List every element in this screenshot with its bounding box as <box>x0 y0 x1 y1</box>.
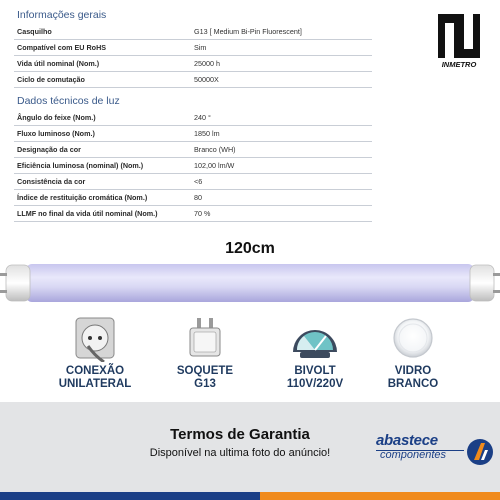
inmetro-logo <box>432 14 486 72</box>
warranty-title: Termos de Garantia <box>170 426 310 443</box>
spec-value: 25000 h <box>194 59 220 68</box>
led-tube-image <box>0 256 500 318</box>
voltage-gauge-icon <box>290 316 340 362</box>
brand-mark-icon <box>466 438 494 466</box>
spec-value: G13 [ Medium Bi-Pin Fluorescent] <box>194 27 302 36</box>
brand-subtitle: componentes <box>380 449 447 461</box>
spec-row <box>14 126 372 142</box>
brand-name: abastece <box>376 432 438 449</box>
feature-glass <box>358 316 468 400</box>
spec-label: Vida útil nominal (Nom.) <box>17 59 100 68</box>
tube-length-label: 120cm <box>225 240 275 257</box>
feature-icons <box>0 316 500 400</box>
spec-label: Compatível com EU RoHS <box>17 43 107 52</box>
spec-label: Índice de restituição cromática (Nom.) <box>17 193 148 202</box>
spec-row <box>14 56 372 72</box>
spec-label: Fluxo luminoso (Nom.) <box>17 129 95 138</box>
spec-row <box>14 190 372 206</box>
spec-row <box>14 206 372 222</box>
spec-value: <6 <box>194 177 203 186</box>
spec-label: Casquilho <box>17 27 52 36</box>
g13-pin-icon <box>180 316 230 362</box>
feature-label: BIVOLT 110V/220V <box>286 365 344 390</box>
inmetro-mark-icon <box>438 14 480 58</box>
feature-label: VIDRO BRANCO <box>387 365 439 390</box>
light-data-title: Dados técnicos de luz <box>17 95 120 107</box>
feature-socket <box>150 316 260 400</box>
spec-value: 80 <box>194 193 202 202</box>
spec-row <box>14 142 372 158</box>
spec-label: Ângulo do feixe (Nom.) <box>17 113 96 122</box>
spec-value: 70 % <box>194 209 211 218</box>
spec-value: 50000X <box>194 75 219 84</box>
spec-value: Branco (WH) <box>194 145 236 154</box>
feature-label: CONEXÃO UNILATERAL <box>58 365 132 390</box>
brand-logo <box>376 432 494 472</box>
spec-row <box>14 174 372 190</box>
spec-row <box>14 40 372 56</box>
inmetro-label: INMETRO <box>441 60 477 69</box>
spec-label: Eficiência luminosa (nominal) (Nom.) <box>17 161 144 170</box>
spec-label: LLMF no final da vida útil nominal (Nom.) <box>17 209 158 218</box>
feature-label: SOQUETE G13 <box>176 365 234 390</box>
footer-stripe-orange <box>260 492 500 500</box>
feature-bivolt <box>260 316 370 400</box>
spec-value: 240 ° <box>194 113 211 122</box>
white-glass-icon <box>388 316 438 362</box>
spec-row <box>14 72 372 88</box>
spec-row <box>14 24 372 40</box>
spec-label: Consistência da cor <box>17 177 86 186</box>
feature-connection <box>40 316 150 400</box>
spec-value: 1850 lm <box>194 129 220 138</box>
warranty-footer <box>0 402 500 500</box>
spec-value: Sim <box>194 43 207 52</box>
spec-label: Designação da cor <box>17 145 81 154</box>
spec-value: 102,00 lm/W <box>194 161 235 170</box>
spec-label: Ciclo de comutação <box>17 75 85 84</box>
warranty-subtitle: Disponível na ultima foto do anúncio! <box>149 447 331 459</box>
spec-row <box>14 110 372 126</box>
wall-socket-icon <box>70 316 120 362</box>
spec-table <box>14 6 372 222</box>
spec-row <box>14 158 372 174</box>
general-info-title: Informações gerais <box>17 9 107 21</box>
footer-stripe-blue <box>0 492 260 500</box>
